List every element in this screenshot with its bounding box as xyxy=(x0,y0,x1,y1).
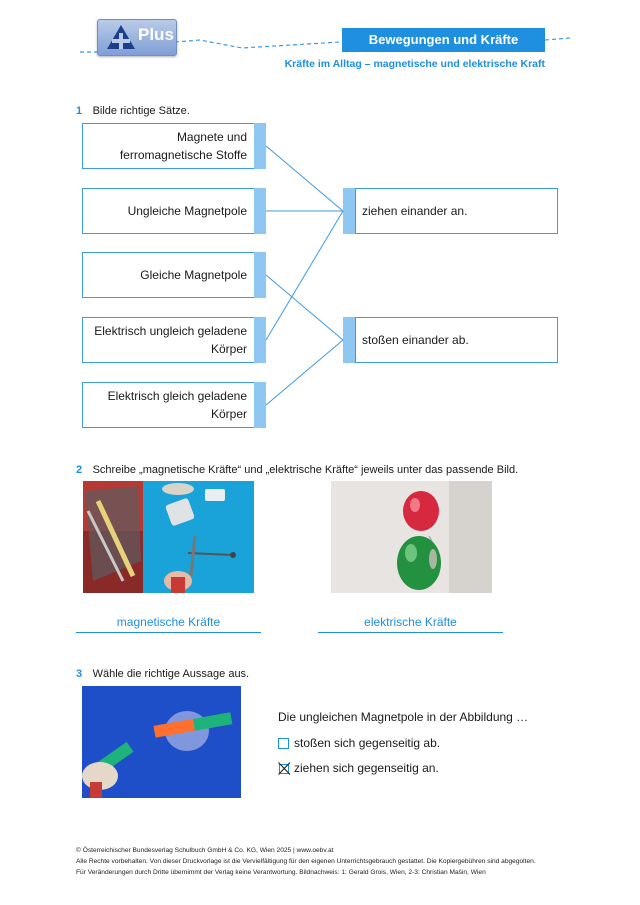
task-instruction: Bilde richtige Sätze. xyxy=(92,105,190,117)
chapter-title: Bewegungen und Kräfte xyxy=(342,28,545,52)
left-box-text: Elektrisch ungleich geladene Körper xyxy=(94,324,247,356)
task3-heading xyxy=(76,664,249,682)
option-repel[interactable] xyxy=(278,736,440,750)
credits-line: Für Veränderungen durch Dritte übernimmt der Verlag keine Verantwortung. Bildnachweis: 1: Gerald Grois, Wien, 2-3: Christian Mašin, Wien xyxy=(76,869,486,876)
magnet-tools-photo xyxy=(83,481,254,593)
right-box-text: stoßen einander ab. xyxy=(362,333,469,347)
answer-magnetic: magnetische Kräfte xyxy=(116,615,221,629)
checkbox-checked-icon[interactable] xyxy=(278,762,291,775)
logo-text: Plus xyxy=(138,25,174,44)
task3-question: Die ungleichen Magnetpole in der Abbildung … xyxy=(278,710,529,724)
task-number: 3 xyxy=(76,668,83,680)
copyright-line: © Österreichischer Bundesverlag Schulbuch GmbH & Co. KG, Wien 2025 | www.oebv.at xyxy=(76,847,334,854)
connector-line xyxy=(266,275,343,340)
bar-magnets-photo xyxy=(82,686,241,798)
option-label: ziehen sich gegenseitig an. xyxy=(294,761,439,775)
task-number: 1 xyxy=(76,105,83,117)
answer-line xyxy=(76,632,261,633)
page-subtitle: Kräfte im Alltag – magnetische und elektrische Kraft xyxy=(284,58,545,70)
option-label: stoßen sich gegenseitig ab. xyxy=(294,736,441,750)
checkbox-empty-icon[interactable] xyxy=(278,738,289,749)
answer-line xyxy=(318,632,503,633)
connector-line xyxy=(266,340,343,405)
right-box-text: ziehen einander an. xyxy=(362,204,468,218)
task-instruction: Schreibe „magnetische Kräfte“ und „elektrische Kräfte“ jeweils unter das passende Bild. xyxy=(92,464,519,476)
left-box-text: Gleiche Magnetpole xyxy=(140,268,247,282)
task-number: 2 xyxy=(76,464,83,476)
rights-line: Alle Rechte vorbehalten. Von dieser Druckvorlage ist die Vervielfältigung für den eigenen Unterrichtsgebrauch gestattet. Die Kopiergebühren sind abgegolten. xyxy=(76,858,536,865)
connector-lines xyxy=(0,0,640,440)
connector-line xyxy=(266,146,343,211)
left-box-text: Elektrisch gleich geladene Körper xyxy=(107,389,247,421)
connector-line xyxy=(266,211,343,340)
option-attract[interactable] xyxy=(278,761,439,775)
left-box-text: Magnete und ferromagnetische Stoffe xyxy=(119,130,247,162)
task-instruction: Wähle die richtige Aussage aus. xyxy=(92,668,250,680)
task2-heading xyxy=(76,460,518,478)
answer-electric: elektrische Kräfte xyxy=(364,615,457,629)
balloons-photo xyxy=(331,481,492,593)
left-box-text: Ungleiche Magnetpole xyxy=(127,204,247,218)
